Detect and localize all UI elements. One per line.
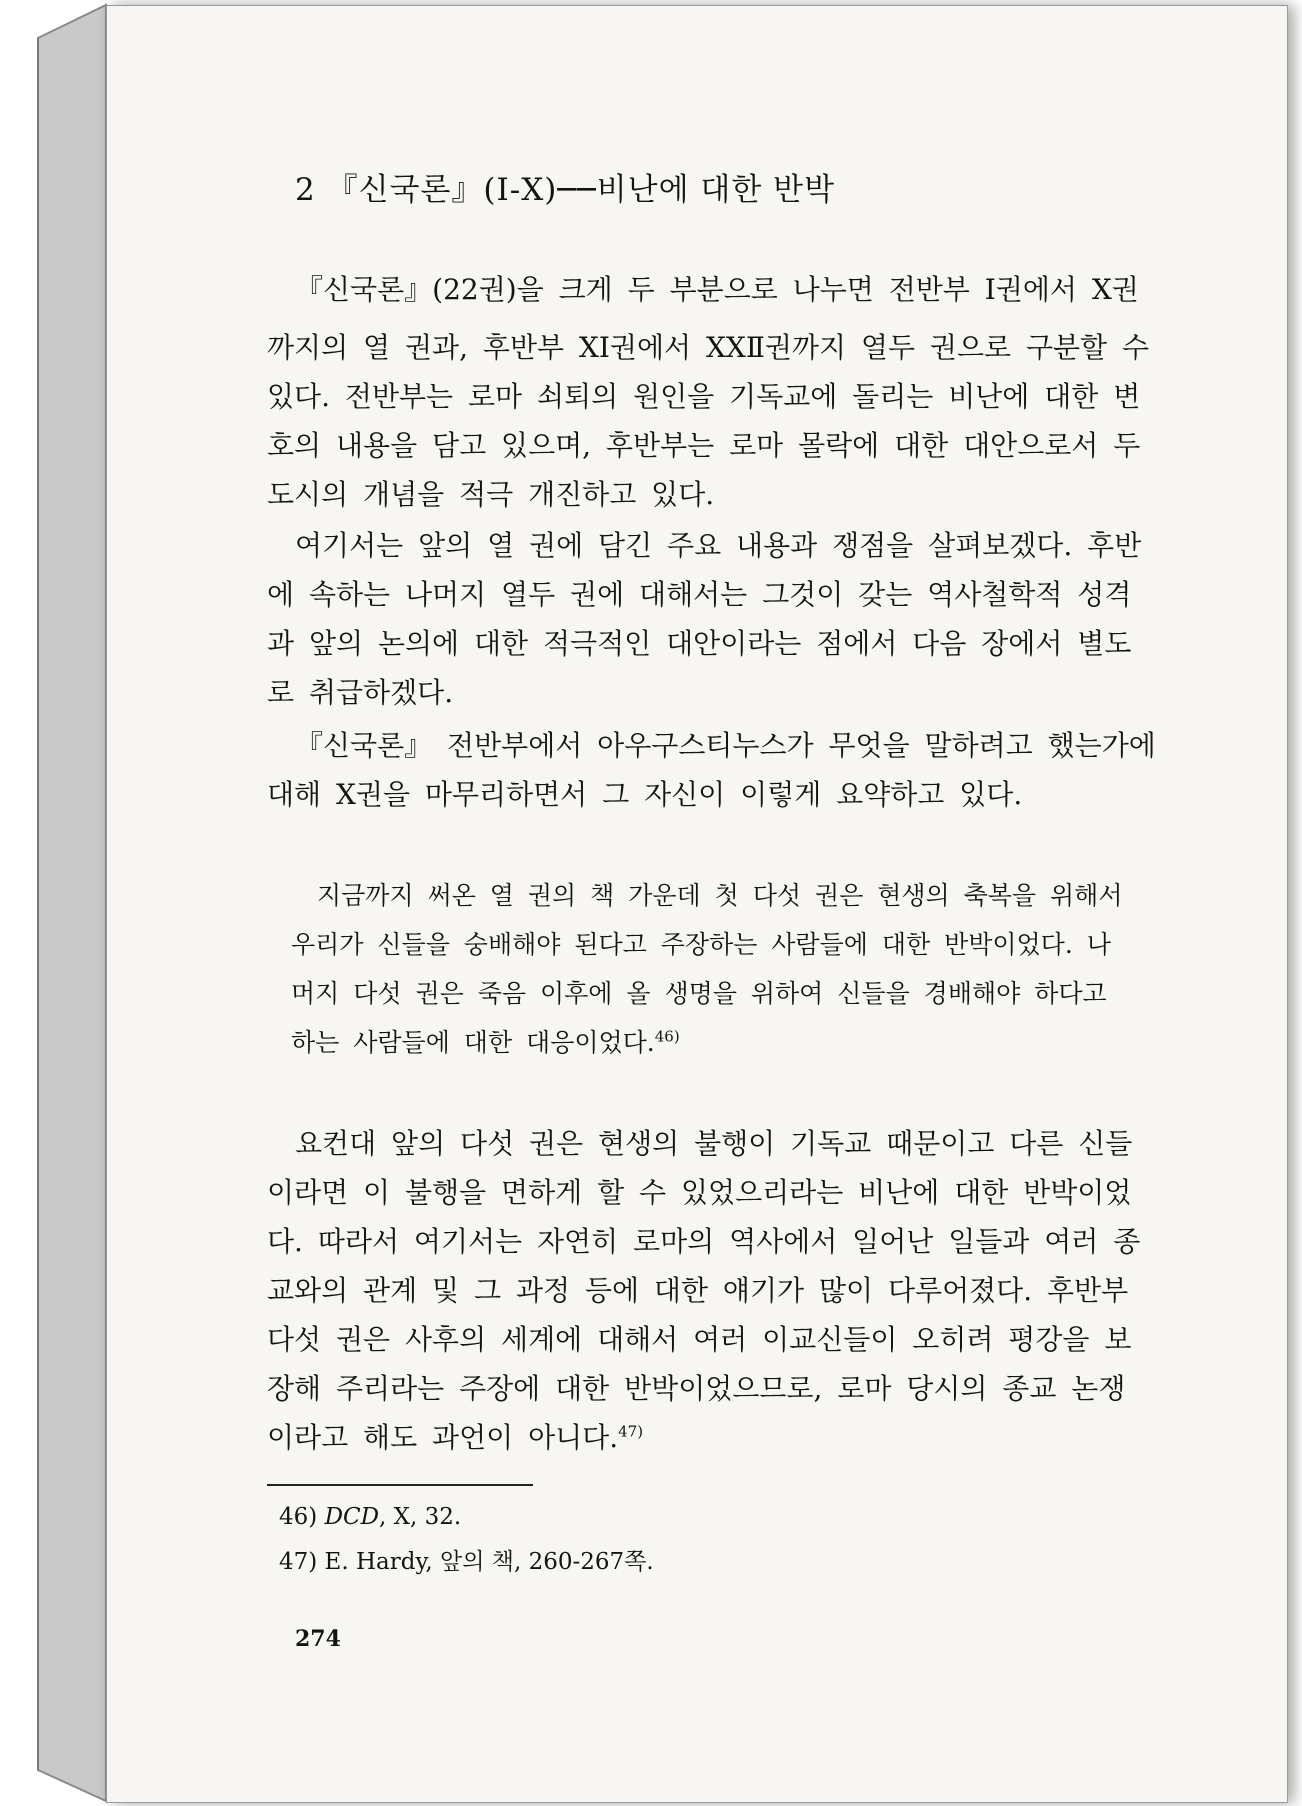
paragraph-line: 로 취급하겠다. [267, 676, 454, 709]
footnote-number: 46) [279, 1504, 318, 1530]
paragraph-text: 이라고 해도 과언이 아니다. [267, 1421, 619, 1454]
quote-text: 하는 사람들에 대한 대응이었다. [291, 1028, 655, 1057]
quote-line [291, 1023, 680, 1059]
paragraph-line: 과 앞의 논의에 대한 적극적인 대안이라는 점에서 다음 장에서 별도 [267, 627, 1132, 660]
footnote-divider [267, 1484, 533, 1486]
footnote-text: , Ⅹ, 32. [379, 1504, 462, 1530]
paragraph-line: 여기서는 앞의 열 권에 담긴 주요 내용과 쟁점을 살펴보겠다. 후반 [295, 529, 1142, 562]
paragraph-line: 있다. 전반부는 로마 쇠퇴의 원인을 기독교에 돌리는 비난에 대한 변 [267, 380, 1141, 413]
paragraph-line: 이라면 이 불행을 면하게 할 수 있었으리라는 비난에 대한 반박이었 [267, 1176, 1132, 1209]
paragraph-line: 요컨대 앞의 다섯 권은 현생의 불행이 기독교 때문이고 다른 신들 [295, 1127, 1133, 1160]
paragraph-line: 『신국론』 전반부에서 아우구스티누스가 무엇을 말하려고 했는가에 [295, 729, 1156, 762]
quote-line: 머지 다섯 권은 죽음 이후에 올 생명을 위하여 신들을 경배해야 하다고 [291, 979, 1107, 1008]
section-heading: 2 『신국론』(Ⅰ-Ⅹ)──비난에 대한 반박 [295, 172, 836, 208]
book-page [106, 5, 1288, 1803]
quote-line: 우리가 신들을 숭배해야 된다고 주장하는 사람들에 대한 반박이었다. 나 [291, 930, 1111, 959]
paragraph-line: 에 속하는 나머지 열두 권에 대해서는 그것이 갖는 역사철학적 성격 [267, 578, 1132, 611]
paragraph-line: 까지의 열 권과, 후반부 ⅩⅠ권에서 ⅩⅩⅡ권까지 열두 권으로 구분할 수 [267, 331, 1150, 364]
paragraph-line: 장해 주리라는 주장에 대한 반박이었으므로, 로마 당시의 종교 논쟁 [267, 1372, 1126, 1405]
footnote [279, 1504, 461, 1530]
paragraph-line: 도시의 개념을 적극 개진하고 있다. [267, 478, 715, 511]
page-number: 274 [295, 1626, 341, 1652]
paragraph-line: 다. 따라서 여기서는 자연히 로마의 역사에서 일어난 일들과 여러 종 [267, 1225, 1141, 1258]
paragraph-line: 호의 내용을 담고 있으며, 후반부는 로마 몰락에 대한 대안으로서 두 [267, 429, 1141, 462]
paragraph-line: 교와의 관계 및 그 과정 등에 대한 얘기가 많이 다루어졌다. 후반부 [267, 1274, 1129, 1307]
footnote-text: E. Hardy, 앞의 책, 260-267쪽. [317, 1549, 654, 1575]
footnote [279, 1543, 654, 1576]
paragraph-line: 다섯 권은 사후의 세계에 대해서 여러 이교신들이 오히려 평강을 보 [267, 1323, 1132, 1356]
paragraph-line: 『신국론』(22권)을 크게 두 부분으로 나누면 전반부 Ⅰ권에서 Ⅹ권 [295, 273, 1139, 306]
paragraph-line [267, 1416, 643, 1456]
footnote-ref: 47) [618, 1422, 644, 1441]
footnote-number: 47) [279, 1549, 318, 1575]
paragraph-line: 대해 Ⅹ권을 마무리하면서 그 자신이 이렇게 요약하고 있다. [267, 778, 1023, 811]
quote-line: 지금까지 써온 열 권의 책 가운데 첫 다섯 권은 현생의 축복을 위해서 [317, 881, 1123, 910]
footnote-italic: DCD [324, 1504, 380, 1530]
footnote-ref: 46) [654, 1027, 680, 1046]
